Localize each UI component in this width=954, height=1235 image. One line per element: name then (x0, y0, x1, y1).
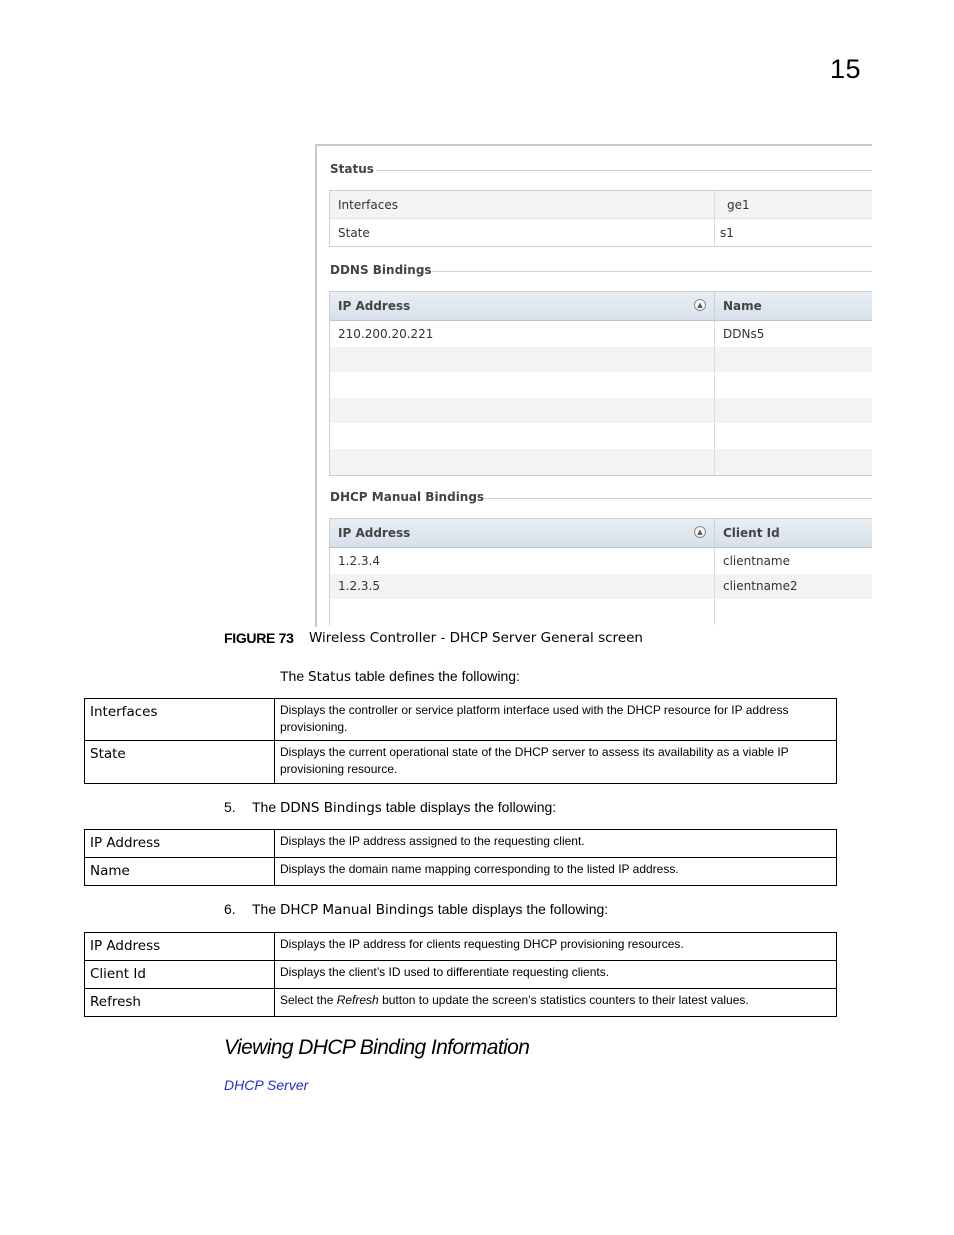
table-row (85, 858, 837, 886)
ip-cell (330, 599, 715, 625)
status-row-state (330, 218, 872, 246)
intro-bold: Status (308, 669, 352, 685)
desc-cell: Displays the IP address for clients requesting DHCP provisioning resources. (275, 933, 837, 961)
table-row (330, 423, 872, 449)
step-number: 5. (224, 799, 236, 815)
ip-cell: 1.2.3.5 (330, 574, 715, 600)
sort-ascending-icon[interactable]: ▲ (694, 526, 706, 538)
ip-cell (330, 398, 715, 424)
term-cell: Client Id (85, 961, 275, 989)
step-5 (224, 799, 557, 816)
step-text-pre: The (252, 799, 281, 815)
status-value: ge1 (727, 197, 750, 212)
table-row (85, 933, 837, 961)
step-text (252, 901, 608, 918)
status-group-title: Status (330, 162, 374, 176)
sort-ascending-icon[interactable]: ▲ (694, 299, 706, 311)
ip-cell (330, 372, 715, 398)
status-definition-table (84, 698, 837, 784)
table-row (85, 699, 837, 741)
manual-definition-table (84, 932, 837, 1017)
name-cell (715, 449, 723, 475)
term-cell: IP Address (85, 830, 275, 858)
section-heading: Viewing DHCP Binding Information (224, 1036, 530, 1059)
ip-cell (330, 347, 715, 373)
ip-cell: 1.2.3.4 (330, 548, 715, 574)
desc-cell: Displays the current operational state of the DHCP server to assess its availability as a viable IP provisioning resource. (275, 741, 837, 784)
step-6 (224, 901, 609, 918)
status-group-divider (376, 170, 872, 171)
ip-cell (330, 423, 715, 449)
step-text-post: table displays the following: (433, 901, 609, 917)
desc-text: button to update the screen’s statistics counters to their latest values. (378, 993, 749, 1007)
name-cell (715, 398, 723, 424)
intro-text: The (280, 668, 309, 684)
intro-text: table defines the following: (351, 668, 520, 684)
step-text-bold: DDNS Bindings (280, 800, 382, 816)
desc-cell: Displays the client’s ID used to differentiate requesting clients. (275, 961, 837, 989)
name-cell (715, 372, 723, 398)
term-cell: State (85, 741, 275, 784)
client-id-cell: clientname2 (723, 579, 798, 594)
table-row (330, 398, 872, 424)
step-text (252, 799, 556, 816)
status-row-interfaces (330, 191, 872, 218)
table-row (330, 347, 872, 373)
manual-bindings-grid (329, 518, 872, 625)
status-table (329, 190, 872, 247)
table-row[interactable] (330, 574, 872, 600)
ddns-col-ip-header[interactable] (330, 292, 715, 320)
name-cell: DDNs5 (723, 326, 765, 341)
table-row[interactable] (330, 548, 872, 574)
dhcp-server-screenshot (315, 144, 872, 627)
figure-label: FIGURE 73 (224, 630, 294, 646)
step-text-pre: The (252, 901, 281, 917)
desc-cell: Displays the IP address assigned to the requesting client. (275, 830, 837, 858)
step-number: 6. (224, 901, 236, 917)
desc-cell: Displays the controller or service platform interface used with the DHCP resource for IP address provisioning. (275, 699, 837, 741)
manual-col-ip-header[interactable] (330, 519, 715, 547)
column-label: IP Address (338, 299, 411, 313)
desc-text: Select the (280, 993, 337, 1007)
desc-cell: Displays the domain name mapping corresponding to the listed IP address. (275, 858, 837, 886)
term-cell: Refresh (85, 989, 275, 1017)
manual-col-client-header[interactable]: Client Id (723, 526, 780, 540)
status-key: State (330, 219, 715, 246)
term-cell: Interfaces (85, 699, 275, 741)
column-label: IP Address (338, 526, 411, 540)
ddns-grid-header (330, 292, 872, 321)
ddns-group-divider (432, 271, 872, 272)
ddns-bindings-grid (329, 291, 872, 476)
table-row (85, 989, 837, 1017)
status-value: s1 (720, 225, 734, 240)
step-text-post: table displays the following: (381, 799, 557, 815)
name-cell (715, 347, 723, 373)
table-row (330, 372, 872, 398)
table-row (85, 830, 837, 858)
table-row (330, 449, 872, 475)
ip-cell (330, 449, 715, 475)
step-text-bold: DHCP Manual Bindings (280, 902, 434, 918)
figure-caption (224, 630, 643, 646)
term-cell: IP Address (85, 933, 275, 961)
chapter-number: 15 (830, 54, 862, 84)
ip-cell: 210.200.20.221 (330, 321, 715, 347)
ddns-group-title: DDNS Bindings (330, 263, 432, 277)
manual-grid-header (330, 519, 872, 548)
name-cell (715, 423, 723, 449)
ddns-definition-table (84, 829, 837, 886)
figure-title: Wireless Controller - DHCP Server General screen (309, 630, 643, 646)
client-id-cell (715, 599, 723, 625)
ddns-col-name-header[interactable]: Name (723, 299, 762, 313)
status-key: Interfaces (330, 191, 715, 218)
desc-emphasis: Refresh (336, 993, 379, 1007)
client-id-cell: clientname (723, 553, 790, 568)
desc-cell (275, 989, 837, 1017)
table-row (85, 741, 837, 784)
manual-group-title: DHCP Manual Bindings (330, 490, 485, 504)
dhcp-server-link[interactable]: DHCP Server (224, 1077, 309, 1093)
table-row (85, 961, 837, 989)
table-row[interactable] (330, 321, 872, 347)
status-intro (280, 668, 520, 685)
manual-group-divider (484, 498, 872, 499)
table-row (330, 599, 872, 625)
term-cell: Name (85, 858, 275, 886)
